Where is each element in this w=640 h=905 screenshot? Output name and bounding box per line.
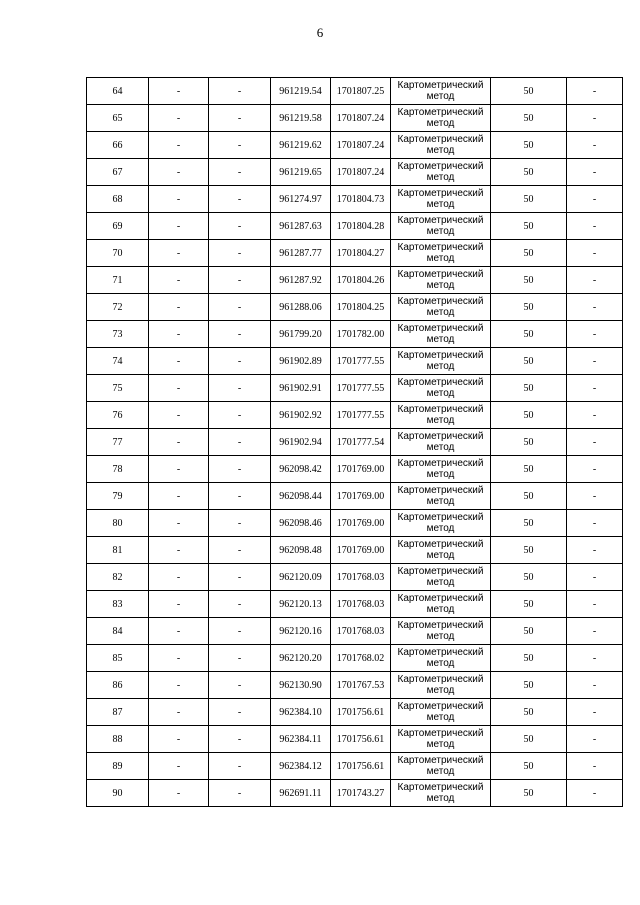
empty-cell: - — [567, 780, 623, 807]
accuracy-cell: 50 — [491, 537, 567, 564]
empty-cell: - — [209, 429, 271, 456]
empty-cell: - — [209, 564, 271, 591]
point-number-cell: 66 — [87, 132, 149, 159]
table-row — [87, 564, 623, 591]
method-cell: Картометрический метод — [391, 375, 491, 402]
point-number-cell: 81 — [87, 537, 149, 564]
x-coordinate-cell: 961219.58 — [271, 105, 331, 132]
y-coordinate-cell: 1701782.00 — [331, 321, 391, 348]
empty-cell: - — [567, 537, 623, 564]
empty-cell: - — [149, 672, 209, 699]
accuracy-cell: 50 — [491, 618, 567, 645]
y-coordinate-cell: 1701756.61 — [331, 726, 391, 753]
empty-cell: - — [567, 753, 623, 780]
empty-cell: - — [149, 240, 209, 267]
empty-cell: - — [209, 186, 271, 213]
accuracy-cell: 50 — [491, 267, 567, 294]
accuracy-cell: 50 — [491, 213, 567, 240]
empty-cell: - — [567, 132, 623, 159]
x-coordinate-cell: 961902.94 — [271, 429, 331, 456]
accuracy-cell: 50 — [491, 456, 567, 483]
empty-cell: - — [209, 645, 271, 672]
y-coordinate-cell: 1701768.02 — [331, 645, 391, 672]
empty-cell: - — [149, 510, 209, 537]
accuracy-cell: 50 — [491, 699, 567, 726]
empty-cell: - — [209, 105, 271, 132]
method-cell: Картометрический метод — [391, 78, 491, 105]
empty-cell: - — [567, 294, 623, 321]
y-coordinate-cell: 1701804.27 — [331, 240, 391, 267]
accuracy-cell: 50 — [491, 321, 567, 348]
method-cell: Картометрический метод — [391, 186, 491, 213]
empty-cell: - — [567, 186, 623, 213]
y-coordinate-cell: 1701769.00 — [331, 456, 391, 483]
table-row — [87, 321, 623, 348]
table-row — [87, 294, 623, 321]
point-number-cell: 78 — [87, 456, 149, 483]
point-number-cell: 90 — [87, 780, 149, 807]
empty-cell: - — [567, 402, 623, 429]
y-coordinate-cell: 1701768.03 — [331, 591, 391, 618]
y-coordinate-cell: 1701804.26 — [331, 267, 391, 294]
method-cell: Картометрический метод — [391, 672, 491, 699]
table-row — [87, 78, 623, 105]
y-coordinate-cell: 1701807.24 — [331, 105, 391, 132]
empty-cell: - — [209, 213, 271, 240]
y-coordinate-cell: 1701804.28 — [331, 213, 391, 240]
accuracy-cell: 50 — [491, 132, 567, 159]
empty-cell: - — [149, 699, 209, 726]
empty-cell: - — [209, 456, 271, 483]
accuracy-cell: 50 — [491, 780, 567, 807]
x-coordinate-cell: 962120.16 — [271, 618, 331, 645]
point-number-cell: 86 — [87, 672, 149, 699]
table-row — [87, 483, 623, 510]
empty-cell: - — [149, 780, 209, 807]
x-coordinate-cell: 962130.90 — [271, 672, 331, 699]
accuracy-cell: 50 — [491, 591, 567, 618]
y-coordinate-cell: 1701743.27 — [331, 780, 391, 807]
table-row — [87, 267, 623, 294]
empty-cell: - — [209, 348, 271, 375]
table-row — [87, 105, 623, 132]
table-row — [87, 591, 623, 618]
empty-cell: - — [149, 429, 209, 456]
accuracy-cell: 50 — [491, 402, 567, 429]
x-coordinate-cell: 962691.11 — [271, 780, 331, 807]
x-coordinate-cell: 961287.63 — [271, 213, 331, 240]
point-number-cell: 80 — [87, 510, 149, 537]
method-cell: Картометрический метод — [391, 429, 491, 456]
point-number-cell: 77 — [87, 429, 149, 456]
empty-cell: - — [149, 564, 209, 591]
method-cell: Картометрический метод — [391, 321, 491, 348]
point-number-cell: 74 — [87, 348, 149, 375]
empty-cell: - — [149, 159, 209, 186]
empty-cell: - — [209, 132, 271, 159]
point-number-cell: 79 — [87, 483, 149, 510]
empty-cell: - — [209, 591, 271, 618]
y-coordinate-cell: 1701769.00 — [331, 510, 391, 537]
point-number-cell: 76 — [87, 402, 149, 429]
empty-cell: - — [567, 267, 623, 294]
point-number-cell: 65 — [87, 105, 149, 132]
x-coordinate-cell: 962098.44 — [271, 483, 331, 510]
point-number-cell: 72 — [87, 294, 149, 321]
empty-cell: - — [567, 510, 623, 537]
point-number-cell: 84 — [87, 618, 149, 645]
table-row — [87, 186, 623, 213]
coordinates-table-body — [87, 78, 623, 807]
y-coordinate-cell: 1701777.55 — [331, 348, 391, 375]
table-row — [87, 726, 623, 753]
accuracy-cell: 50 — [491, 159, 567, 186]
method-cell: Картометрический метод — [391, 618, 491, 645]
y-coordinate-cell: 1701804.73 — [331, 186, 391, 213]
table-row — [87, 537, 623, 564]
empty-cell: - — [209, 510, 271, 537]
empty-cell: - — [149, 753, 209, 780]
y-coordinate-cell: 1701807.25 — [331, 78, 391, 105]
empty-cell: - — [567, 429, 623, 456]
empty-cell: - — [209, 699, 271, 726]
y-coordinate-cell: 1701804.25 — [331, 294, 391, 321]
method-cell: Картометрический метод — [391, 159, 491, 186]
y-coordinate-cell: 1701756.61 — [331, 753, 391, 780]
empty-cell: - — [149, 348, 209, 375]
table-row — [87, 510, 623, 537]
empty-cell: - — [209, 402, 271, 429]
x-coordinate-cell: 962098.42 — [271, 456, 331, 483]
point-number-cell: 70 — [87, 240, 149, 267]
table-row — [87, 159, 623, 186]
x-coordinate-cell: 962384.11 — [271, 726, 331, 753]
x-coordinate-cell: 961902.92 — [271, 402, 331, 429]
y-coordinate-cell: 1701807.24 — [331, 132, 391, 159]
method-cell: Картометрический метод — [391, 348, 491, 375]
x-coordinate-cell: 961287.77 — [271, 240, 331, 267]
empty-cell: - — [149, 456, 209, 483]
empty-cell: - — [209, 618, 271, 645]
y-coordinate-cell: 1701777.55 — [331, 375, 391, 402]
page-number: 6 — [316, 25, 324, 40]
accuracy-cell: 50 — [491, 645, 567, 672]
point-number-cell: 82 — [87, 564, 149, 591]
point-number-cell: 87 — [87, 699, 149, 726]
empty-cell: - — [209, 726, 271, 753]
empty-cell: - — [567, 645, 623, 672]
empty-cell: - — [567, 78, 623, 105]
x-coordinate-cell: 962120.09 — [271, 564, 331, 591]
method-cell: Картометрический метод — [391, 483, 491, 510]
method-cell: Картометрический метод — [391, 267, 491, 294]
empty-cell: - — [149, 483, 209, 510]
accuracy-cell: 50 — [491, 510, 567, 537]
accuracy-cell: 50 — [491, 105, 567, 132]
empty-cell: - — [209, 375, 271, 402]
x-coordinate-cell: 961288.06 — [271, 294, 331, 321]
x-coordinate-cell: 961902.89 — [271, 348, 331, 375]
method-cell: Картометрический метод — [391, 591, 491, 618]
point-number-cell: 64 — [87, 78, 149, 105]
x-coordinate-cell: 962098.46 — [271, 510, 331, 537]
empty-cell: - — [567, 159, 623, 186]
method-cell: Картометрический метод — [391, 294, 491, 321]
method-cell: Картометрический метод — [391, 537, 491, 564]
accuracy-cell: 50 — [491, 294, 567, 321]
empty-cell: - — [567, 618, 623, 645]
empty-cell: - — [149, 645, 209, 672]
method-cell: Картометрический метод — [391, 132, 491, 159]
empty-cell: - — [149, 321, 209, 348]
empty-cell: - — [567, 213, 623, 240]
empty-cell: - — [567, 672, 623, 699]
method-cell: Картометрический метод — [391, 402, 491, 429]
empty-cell: - — [209, 753, 271, 780]
method-cell: Картометрический метод — [391, 726, 491, 753]
accuracy-cell: 50 — [491, 186, 567, 213]
empty-cell: - — [149, 105, 209, 132]
empty-cell: - — [567, 240, 623, 267]
accuracy-cell: 50 — [491, 483, 567, 510]
method-cell: Картометрический метод — [391, 105, 491, 132]
empty-cell: - — [209, 78, 271, 105]
x-coordinate-cell: 962384.12 — [271, 753, 331, 780]
x-coordinate-cell: 961287.92 — [271, 267, 331, 294]
accuracy-cell: 50 — [491, 348, 567, 375]
x-coordinate-cell: 961219.62 — [271, 132, 331, 159]
table-row — [87, 213, 623, 240]
empty-cell: - — [567, 591, 623, 618]
accuracy-cell: 50 — [491, 564, 567, 591]
empty-cell: - — [149, 78, 209, 105]
y-coordinate-cell: 1701807.24 — [331, 159, 391, 186]
table-row — [87, 753, 623, 780]
coordinates-table — [86, 77, 623, 807]
table-row — [87, 240, 623, 267]
empty-cell: - — [209, 240, 271, 267]
empty-cell: - — [209, 780, 271, 807]
method-cell: Картометрический метод — [391, 699, 491, 726]
table-row — [87, 348, 623, 375]
empty-cell: - — [567, 105, 623, 132]
method-cell: Картометрический метод — [391, 510, 491, 537]
accuracy-cell: 50 — [491, 78, 567, 105]
x-coordinate-cell: 961799.20 — [271, 321, 331, 348]
empty-cell: - — [209, 483, 271, 510]
point-number-cell: 89 — [87, 753, 149, 780]
method-cell: Картометрический метод — [391, 780, 491, 807]
point-number-cell: 68 — [87, 186, 149, 213]
x-coordinate-cell: 962384.10 — [271, 699, 331, 726]
x-coordinate-cell: 962120.13 — [271, 591, 331, 618]
empty-cell: - — [149, 186, 209, 213]
y-coordinate-cell: 1701769.00 — [331, 537, 391, 564]
empty-cell: - — [209, 159, 271, 186]
point-number-cell: 67 — [87, 159, 149, 186]
y-coordinate-cell: 1701767.53 — [331, 672, 391, 699]
empty-cell: - — [567, 348, 623, 375]
y-coordinate-cell: 1701768.03 — [331, 618, 391, 645]
empty-cell: - — [149, 591, 209, 618]
accuracy-cell: 50 — [491, 240, 567, 267]
table-row — [87, 375, 623, 402]
method-cell: Картометрический метод — [391, 645, 491, 672]
empty-cell: - — [209, 294, 271, 321]
empty-cell: - — [567, 321, 623, 348]
point-number-cell: 75 — [87, 375, 149, 402]
table-row — [87, 618, 623, 645]
x-coordinate-cell: 961274.97 — [271, 186, 331, 213]
table-row — [87, 699, 623, 726]
x-coordinate-cell: 961902.91 — [271, 375, 331, 402]
point-number-cell: 85 — [87, 645, 149, 672]
empty-cell: - — [209, 267, 271, 294]
point-number-cell: 83 — [87, 591, 149, 618]
empty-cell: - — [567, 483, 623, 510]
table-row — [87, 780, 623, 807]
point-number-cell: 88 — [87, 726, 149, 753]
empty-cell: - — [567, 564, 623, 591]
empty-cell: - — [149, 132, 209, 159]
x-coordinate-cell: 961219.65 — [271, 159, 331, 186]
accuracy-cell: 50 — [491, 753, 567, 780]
empty-cell: - — [149, 726, 209, 753]
empty-cell: - — [209, 321, 271, 348]
empty-cell: - — [567, 726, 623, 753]
empty-cell: - — [149, 537, 209, 564]
empty-cell: - — [149, 375, 209, 402]
empty-cell: - — [567, 456, 623, 483]
y-coordinate-cell: 1701768.03 — [331, 564, 391, 591]
y-coordinate-cell: 1701769.00 — [331, 483, 391, 510]
accuracy-cell: 50 — [491, 375, 567, 402]
empty-cell: - — [209, 672, 271, 699]
accuracy-cell: 50 — [491, 726, 567, 753]
empty-cell: - — [149, 294, 209, 321]
empty-cell: - — [149, 402, 209, 429]
table-row — [87, 402, 623, 429]
accuracy-cell: 50 — [491, 429, 567, 456]
accuracy-cell: 50 — [491, 672, 567, 699]
method-cell: Картометрический метод — [391, 456, 491, 483]
method-cell: Картометрический метод — [391, 564, 491, 591]
empty-cell: - — [149, 213, 209, 240]
x-coordinate-cell: 961219.54 — [271, 78, 331, 105]
y-coordinate-cell: 1701756.61 — [331, 699, 391, 726]
table-row — [87, 456, 623, 483]
empty-cell: - — [149, 267, 209, 294]
method-cell: Картометрический метод — [391, 240, 491, 267]
point-number-cell: 69 — [87, 213, 149, 240]
point-number-cell: 71 — [87, 267, 149, 294]
empty-cell: - — [209, 537, 271, 564]
method-cell: Картометрический метод — [391, 213, 491, 240]
x-coordinate-cell: 962098.48 — [271, 537, 331, 564]
empty-cell: - — [567, 699, 623, 726]
table-row — [87, 672, 623, 699]
table-row — [87, 645, 623, 672]
method-cell: Картометрический метод — [391, 753, 491, 780]
y-coordinate-cell: 1701777.55 — [331, 402, 391, 429]
y-coordinate-cell: 1701777.54 — [331, 429, 391, 456]
empty-cell: - — [149, 618, 209, 645]
empty-cell: - — [567, 375, 623, 402]
table-row — [87, 429, 623, 456]
x-coordinate-cell: 962120.20 — [271, 645, 331, 672]
point-number-cell: 73 — [87, 321, 149, 348]
table-row — [87, 132, 623, 159]
